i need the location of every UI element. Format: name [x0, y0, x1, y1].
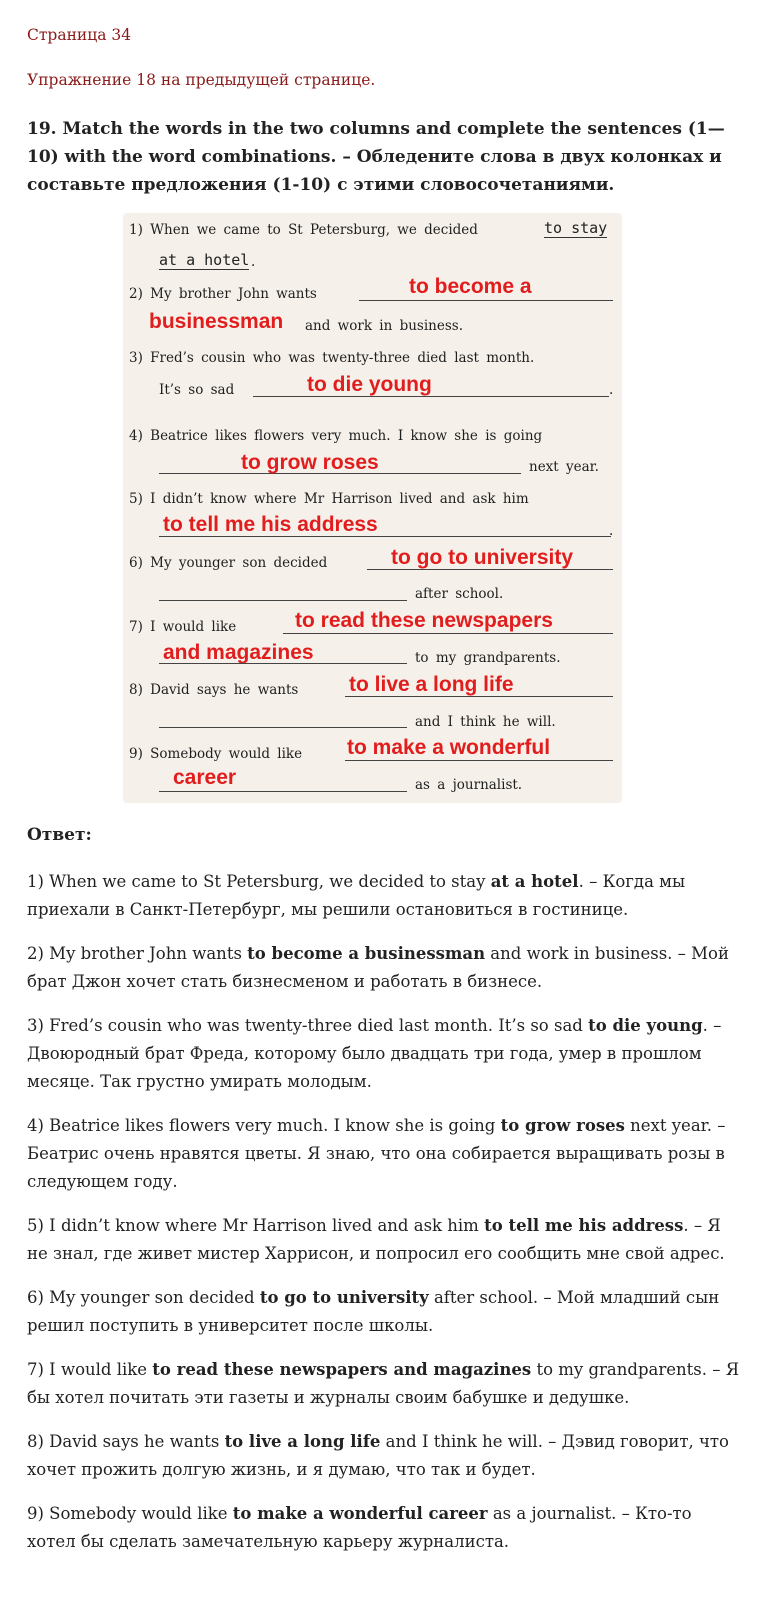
sentence-8-text-end: and I think he will. [415, 714, 556, 730]
sentence-9-blank [345, 760, 613, 761]
exercise-heading: 19. Match the words in the two columns and complete the sentences (1—10) with the word combinations. – Обледените слова в двух колонках и составьте предложения (1-10) с этими словосочетаниями. [27, 119, 725, 195]
sentence-7-answer-1: to read these newspapers [295, 609, 553, 632]
sentence-6-text: 6) My younger son decided [129, 555, 328, 571]
answer-item-1: 1) When we came to St Petersburg, we decided to stay at a hotel. – Когда мы приехали в Санкт-Петербург, мы решили остановиться в гостинице. [27, 872, 686, 919]
sentence-5-text: 5) I didn’t know where Mr Harrison lived and ask him [129, 491, 529, 507]
sentence-7-blank-2 [159, 663, 407, 664]
sentence-3-text: 3) Fred’s cousin who was twenty-three died last month. [129, 350, 535, 366]
sentence-8-answer: to live a long life [349, 673, 514, 696]
sentence-2-answer-1: to become a [409, 275, 532, 298]
sentence-9-answer-1: to make a wonderful [347, 736, 551, 759]
answer-item-3: 3) Fred’s cousin who was twenty-three died last month. It’s so sad to die young. – Двоюродный брат Фреда, которому было двадцать три года, умер в прошлом месяце. Так грустно умирать молодым. [27, 1016, 722, 1091]
answer-item-8: 8) David says he wants to live a long life and I think he will. – Дэвид говорит, что хочет прожить долгую жизнь, и я думаю, что так и будет. [27, 1432, 729, 1479]
sentence-3-answer: to die young [307, 373, 432, 396]
sentence-7-blank [283, 633, 613, 634]
answer-item-9: 9) Somebody would like to make a wonderful career as a journalist. – Кто-то хотел бы сделать замечательную карьеру журналиста. [27, 1504, 692, 1551]
sentence-5-period: . [609, 523, 614, 539]
sentence-9-text-end: as a journalist. [415, 777, 523, 793]
sentence-1-handwritten-2: at a hotel [159, 251, 250, 269]
sentence-6-text-end: after school. [415, 586, 504, 602]
answer-item-6: 6) My younger son decided to go to university after school. – Мой младший сын решил поступить в университет после школы. [27, 1288, 720, 1335]
sentence-8-blank-2 [159, 727, 407, 728]
previous-exercise-link[interactable]: Упражнение 18 на предыдущей странице. [27, 71, 376, 89]
sentence-9-text: 9) Somebody would like [129, 746, 303, 762]
sentence-3-period: . [609, 382, 614, 398]
sentence-4-text-end: next year. [529, 459, 599, 475]
sentence-1-period: . [251, 254, 256, 270]
answer-item-4: 4) Beatrice likes flowers very much. I know she is going to grow roses next year. – Беатрис очень нравятся цветы. Я знаю, что она собирается выращивать розы в следующем году. [27, 1116, 726, 1191]
sentence-4-answer: to grow roses [241, 451, 379, 474]
page-link[interactable]: Страница 34 [27, 26, 132, 44]
answer-item-2: 2) My brother John wants to become a businessman and work in business. – Мой брат Джон хочет стать бизнесменом и работать в бизнесе. [27, 944, 729, 991]
answer-item-5: 5) I didn’t know where Mr Harrison lived and ask him to tell me his address. – Я не знал, где живет мистер Харрисон, и попросил его сообщить мне свой адрес. [27, 1216, 725, 1263]
sentence-9-blank-2 [159, 791, 407, 792]
sentence-4-text: 4) Beatrice likes flowers very much. I know she is going [129, 428, 543, 444]
sentence-8-text: 8) David says he wants [129, 682, 299, 698]
sentence-6-answer: to go to university [391, 546, 574, 569]
sentence-2-text: 2) My brother John wants [129, 286, 317, 302]
sentence-2-answer-2: businessman [149, 310, 284, 333]
sentence-6-blank-2 [159, 600, 407, 601]
sentence-7-answer-2: and magazines [163, 641, 314, 664]
sentence-1-text: 1) When we came to St Petersburg, we decided [129, 222, 478, 238]
workbook-scan [123, 213, 622, 803]
sentence-1-handwritten-1: to stay [544, 219, 608, 237]
answer-item-7: 7) I would like to read these newspapers and magazines to my grandparents. – Я бы хотел почитать эти газеты и журналы своим бабушке и дедушке. [27, 1360, 740, 1407]
sentence-9-answer-2: career [173, 766, 237, 789]
sentence-2-blank [359, 300, 613, 301]
answer-label: Ответ: [27, 825, 92, 845]
sentence-7-text-end: to my grandparents. [415, 650, 561, 666]
sentence-2-text-end: and work in business. [305, 318, 464, 334]
sentence-3-text-2: It’s so sad [159, 382, 235, 398]
sentence-7-text: 7) I would like [129, 619, 237, 635]
sentence-5-answer: to tell me his address [163, 513, 378, 536]
